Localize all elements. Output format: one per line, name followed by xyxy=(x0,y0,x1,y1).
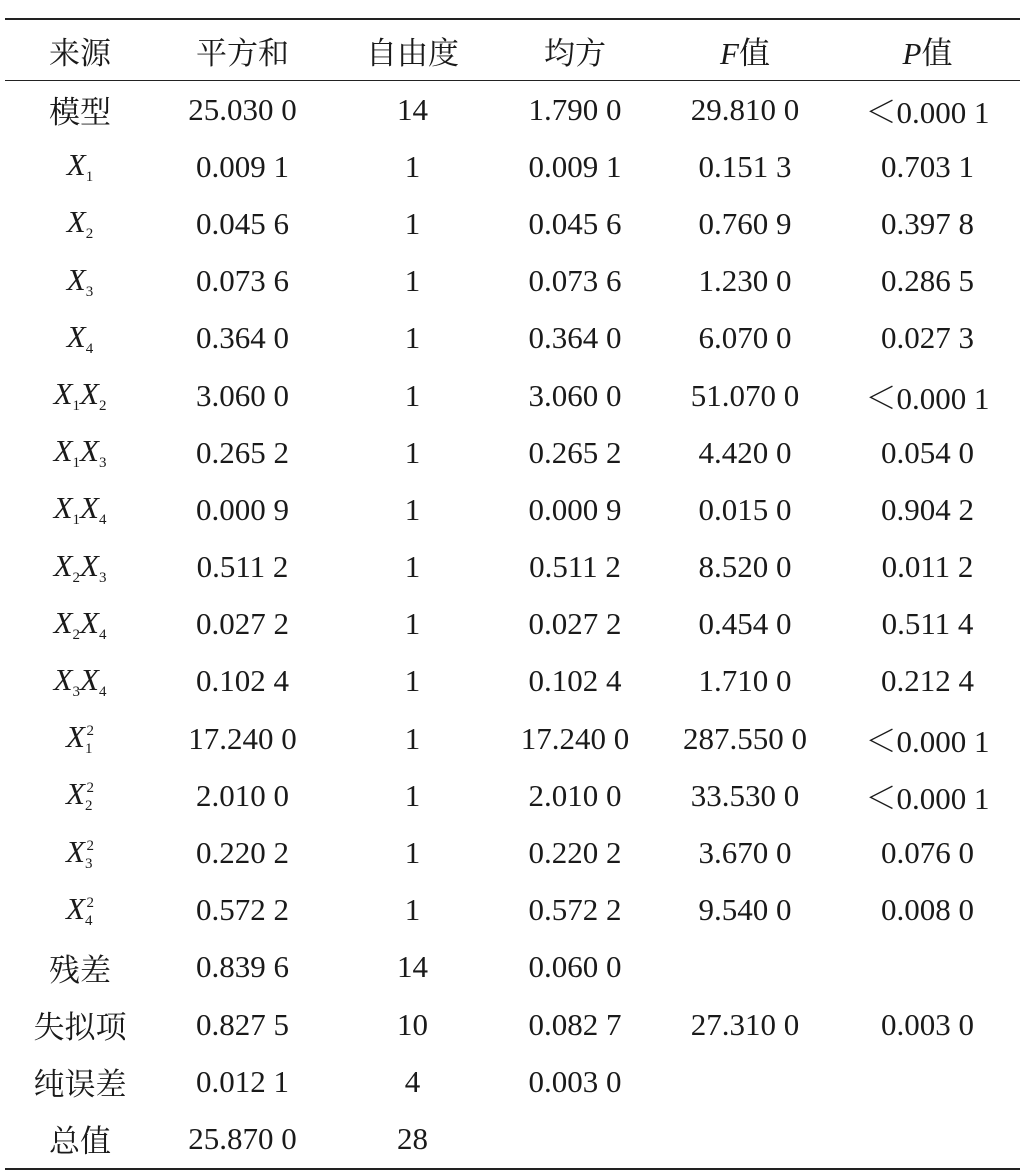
cell-p-value: ＜0.000 1 xyxy=(865,781,990,817)
cell-degrees-of-freedom: 28 xyxy=(397,1120,428,1156)
cell-degrees-of-freedom: 1 xyxy=(404,606,421,642)
cell-degrees-of-freedom: 1 xyxy=(404,434,421,470)
cell-mean-square: 0.265 2 xyxy=(528,434,622,470)
cell-source: $X_2^2$ xyxy=(66,776,94,815)
cell-mean-square: 0.003 0 xyxy=(528,1063,622,1099)
table-row xyxy=(5,824,1020,881)
cell-source: 失拟项 xyxy=(33,1010,127,1046)
cell-mean-square: 1.790 0 xyxy=(528,91,622,127)
cell-degrees-of-freedom: 1 xyxy=(404,549,421,585)
cell-sum-of-squares: 0.220 2 xyxy=(196,835,289,871)
cell-degrees-of-freedom: 10 xyxy=(397,1006,428,1042)
cell-mean-square: 0.073 6 xyxy=(528,263,622,299)
cell-source: $X_1X_3$ xyxy=(53,433,107,472)
cell-source: $X_1X_4$ xyxy=(53,490,107,529)
table-row xyxy=(5,653,1020,710)
cell-degrees-of-freedom: 1 xyxy=(404,148,421,184)
cell-p-value: 0.011 2 xyxy=(881,549,974,585)
table-row xyxy=(5,424,1020,481)
cell-p-value: 0.076 0 xyxy=(881,835,974,871)
cell-sum-of-squares: 0.012 1 xyxy=(196,1063,289,1099)
cell-f-value: 0.454 0 xyxy=(698,606,792,642)
cell-sum-of-squares: 0.364 0 xyxy=(196,320,289,356)
cell-degrees-of-freedom: 1 xyxy=(404,320,421,356)
cell-degrees-of-freedom: 1 xyxy=(404,663,421,699)
cell-degrees-of-freedom: 1 xyxy=(404,720,421,756)
cell-degrees-of-freedom: 14 xyxy=(397,949,428,985)
table-row xyxy=(5,481,1020,538)
cell-degrees-of-freedom: 1 xyxy=(404,377,421,413)
cell-sum-of-squares: 0.572 2 xyxy=(196,892,289,928)
cell-p-value xyxy=(835,1053,1020,1110)
cell-p-value: 0.904 2 xyxy=(881,491,974,527)
header-mean-square: 均方 xyxy=(544,35,606,71)
header-f-value: F值 xyxy=(720,35,770,71)
cell-sum-of-squares: 17.240 0 xyxy=(188,720,297,756)
cell-f-value: 0.151 3 xyxy=(698,148,792,184)
table-row xyxy=(5,596,1020,653)
cell-p-value: 0.703 1 xyxy=(881,148,974,184)
header-row xyxy=(5,19,1020,81)
cell-p-value: ＜0.000 1 xyxy=(865,381,990,417)
cell-source: 纯误差 xyxy=(33,1067,127,1103)
cell-sum-of-squares: 0.009 1 xyxy=(196,148,289,184)
cell-mean-square: 0.102 4 xyxy=(528,663,622,699)
table-row xyxy=(5,253,1020,310)
cell-mean-square: 0.220 2 xyxy=(528,835,622,871)
cell-sum-of-squares: 2.010 0 xyxy=(196,777,289,813)
table-row xyxy=(5,367,1020,424)
table-row xyxy=(5,710,1020,767)
cell-p-value: 0.003 0 xyxy=(881,1006,974,1042)
cell-mean-square: 0.364 0 xyxy=(528,320,622,356)
cell-p-value: ＜0.000 1 xyxy=(865,95,990,131)
header-sum-of-squares: 平方和 xyxy=(196,35,289,71)
cell-f-value: 51.070 0 xyxy=(690,377,800,413)
cell-sum-of-squares: 25.030 0 xyxy=(188,91,297,127)
cell-sum-of-squares: 0.000 9 xyxy=(196,491,289,527)
cell-degrees-of-freedom: 1 xyxy=(404,263,421,299)
cell-source: $X_4^2$ xyxy=(66,890,94,929)
cell-p-value: 0.054 0 xyxy=(881,434,974,470)
cell-p-value: 0.511 4 xyxy=(881,606,974,642)
table-row xyxy=(5,767,1020,824)
table-row xyxy=(5,882,1020,939)
cell-degrees-of-freedom: 1 xyxy=(404,491,421,527)
cell-degrees-of-freedom: 14 xyxy=(397,91,428,127)
cell-source: $X_1X_2$ xyxy=(53,376,107,415)
cell-sum-of-squares: 0.827 5 xyxy=(196,1006,289,1042)
cell-f-value: 1.230 0 xyxy=(698,263,792,299)
cell-mean-square: 0.045 6 xyxy=(528,205,622,241)
cell-source: 总值 xyxy=(49,1124,111,1160)
cell-mean-square: 0.000 9 xyxy=(528,491,622,527)
cell-sum-of-squares: 25.870 0 xyxy=(188,1120,297,1156)
cell-sum-of-squares: 0.045 6 xyxy=(196,205,289,241)
table-row xyxy=(5,939,1020,996)
table-row xyxy=(5,81,1020,139)
header-degrees-of-freedom: 自由度 xyxy=(366,35,459,71)
cell-source: 模型 xyxy=(49,95,111,131)
cell-degrees-of-freedom: 1 xyxy=(404,892,421,928)
table-row xyxy=(5,195,1020,252)
header-source: 来源 xyxy=(49,35,111,71)
cell-source: $X_2X_4$ xyxy=(53,604,107,643)
cell-source: $X_3^2$ xyxy=(66,833,94,872)
cell-f-value xyxy=(655,1053,835,1110)
cell-degrees-of-freedom: 1 xyxy=(404,777,421,813)
cell-mean-square: 0.009 1 xyxy=(528,148,622,184)
cell-mean-square xyxy=(495,1110,655,1168)
cell-mean-square: 0.511 2 xyxy=(529,549,621,585)
cell-mean-square: 0.082 7 xyxy=(528,1006,622,1042)
cell-f-value: 287.550 0 xyxy=(683,720,807,756)
cell-p-value xyxy=(835,939,1020,996)
cell-p-value: 0.397 8 xyxy=(881,205,974,241)
cell-degrees-of-freedom: 1 xyxy=(404,835,421,871)
cell-p-value: 0.212 4 xyxy=(881,663,974,699)
cell-f-value: 29.810 0 xyxy=(690,91,800,127)
cell-mean-square: 0.060 0 xyxy=(528,949,622,985)
cell-sum-of-squares: 3.060 0 xyxy=(196,377,289,413)
cell-f-value: 8.520 0 xyxy=(698,549,792,585)
cell-f-value: 33.530 0 xyxy=(690,777,800,813)
cell-f-value: 0.760 9 xyxy=(698,205,792,241)
cell-sum-of-squares: 0.102 4 xyxy=(196,663,289,699)
cell-source: $X_1$ xyxy=(66,147,94,186)
cell-f-value xyxy=(655,1110,835,1168)
cell-mean-square: 17.240 0 xyxy=(520,720,630,756)
cell-f-value: 6.070 0 xyxy=(698,320,792,356)
cell-mean-square: 0.572 2 xyxy=(528,892,622,928)
cell-p-value: ＜0.000 1 xyxy=(865,724,990,760)
table-row xyxy=(5,996,1020,1053)
cell-f-value: 1.710 0 xyxy=(698,663,792,699)
cell-mean-square: 2.010 0 xyxy=(528,777,622,813)
cell-f-value: 27.310 0 xyxy=(690,1006,800,1042)
table-row xyxy=(5,539,1020,596)
cell-p-value: 0.008 0 xyxy=(881,892,974,928)
cell-degrees-of-freedom: 4 xyxy=(404,1063,421,1099)
cell-source: $X_2X_3$ xyxy=(53,547,107,586)
cell-p-value: 0.286 5 xyxy=(881,263,974,299)
cell-f-value xyxy=(655,939,835,996)
table-row xyxy=(5,138,1020,195)
cell-p-value: 0.027 3 xyxy=(881,320,974,356)
cell-source: $X_3$ xyxy=(66,261,94,300)
table-row xyxy=(5,1110,1020,1168)
cell-sum-of-squares: 0.027 2 xyxy=(196,606,289,642)
cell-mean-square: 3.060 0 xyxy=(528,377,622,413)
anova-table xyxy=(5,18,1020,1170)
cell-sum-of-squares: 0.839 6 xyxy=(196,949,289,985)
cell-f-value: 9.540 0 xyxy=(698,892,792,928)
table-header xyxy=(5,19,1020,81)
cell-p-value xyxy=(835,1110,1020,1168)
cell-sum-of-squares: 0.511 2 xyxy=(196,549,289,585)
table-body xyxy=(5,81,1020,1169)
cell-source: $X_4$ xyxy=(66,318,94,357)
cell-source: $X_2$ xyxy=(66,204,94,243)
cell-sum-of-squares: 0.073 6 xyxy=(196,263,289,299)
cell-f-value: 4.420 0 xyxy=(698,434,792,470)
cell-mean-square: 0.027 2 xyxy=(528,606,622,642)
header-p-value: P值 xyxy=(902,35,953,71)
cell-source: 残差 xyxy=(49,952,111,988)
table-row xyxy=(5,310,1020,367)
cell-f-value: 0.015 0 xyxy=(698,491,792,527)
cell-sum-of-squares: 0.265 2 xyxy=(196,434,289,470)
table-row xyxy=(5,1053,1020,1110)
cell-source: $X_3X_4$ xyxy=(53,661,107,700)
cell-degrees-of-freedom: 1 xyxy=(404,205,421,241)
cell-f-value: 3.670 0 xyxy=(698,835,792,871)
cell-source: $X_1^2$ xyxy=(66,719,94,758)
